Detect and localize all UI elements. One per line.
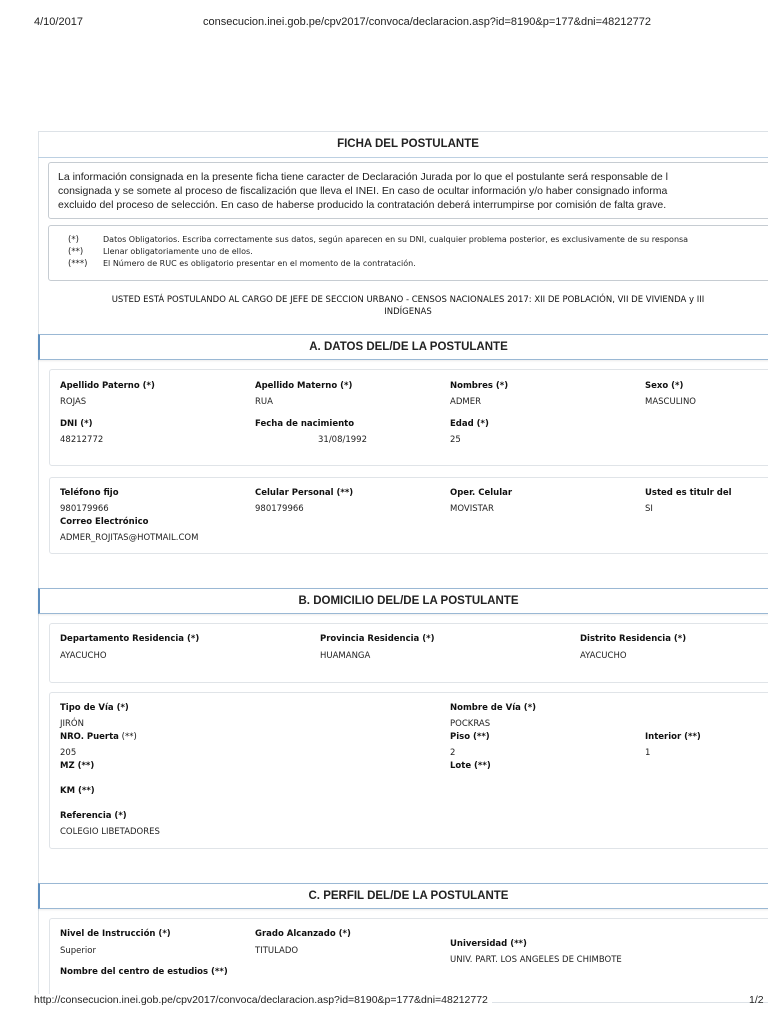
sexo-label: Sexo (*)	[645, 381, 684, 391]
departamento-value: AYACUCHO	[60, 651, 107, 661]
nro-puerta-label	[60, 732, 137, 742]
note-mark-3: (***)	[68, 259, 88, 269]
nro-puerta-label-suffix: (**)	[118, 732, 137, 742]
apellido-paterno-label: Apellido Paterno (*)	[60, 381, 155, 391]
titular-value: SI	[645, 504, 653, 514]
edad-label: Edad (*)	[450, 419, 489, 429]
cargo-line-1: USTED ESTÁ POSTULANDO AL CARGO DE JEFE DE SECCION URBANO - CENSOS NACIONALES 2017: XII DE POBLACIÓN, VII DE VIVIENDA y III	[111, 295, 705, 305]
lote-label: Lote (**)	[450, 761, 491, 771]
telefono-label: Teléfono fijo	[60, 488, 119, 498]
declaration-line-3: excluido del proceso de selección. En caso de haberse producido la contratación deberá interrumpirse por comisión de falta grave.	[58, 199, 667, 211]
print-date: 4/10/2017	[34, 16, 83, 28]
celular-label: Celular Personal (**)	[255, 488, 354, 498]
nombre-via-label: Nombre de Vía (*)	[450, 703, 537, 713]
dni-value: 48212772	[60, 435, 104, 445]
correo-label: Correo Electrónico	[60, 517, 149, 527]
telefono-value: 980179966	[60, 504, 109, 514]
interior-label: Interior (**)	[645, 732, 701, 742]
note-mark-2: (**)	[68, 247, 84, 257]
note-text-3: El Número de RUC es obligatorio presentar en el momento de la contratación.	[103, 259, 416, 268]
provincia-value: HUAMANGA	[320, 651, 371, 661]
tipo-via-label: Tipo de Vía (*)	[60, 703, 129, 713]
km-label: KM (**)	[60, 786, 95, 796]
section-a-title: A. DATOS DEL/DE LA POSTULANTE	[38, 334, 768, 360]
interior-value: 1	[645, 748, 651, 758]
departamento-label: Departamento Residencia (*)	[60, 634, 200, 644]
declaration-line-1: La información consignada en la presente ficha tiene caracter de Declaración Jurada por lo que el postulante será responsable de l	[58, 171, 668, 183]
oper-celular-value: MOVISTAR	[450, 504, 494, 514]
apellido-paterno-value: ROJAS	[60, 397, 87, 407]
sexo-value: MASCULINO	[645, 397, 696, 407]
oper-celular-label: Oper. Celular	[450, 488, 513, 498]
piso-label: Piso (**)	[450, 732, 490, 742]
nombre-via-value: POCKRAS	[450, 719, 491, 729]
nombres-label: Nombres (*)	[450, 381, 509, 391]
fecha-nacimiento-label: Fecha de nacimiento	[255, 419, 355, 429]
correo-value: ADMER_ROJITAS@HOTMAIL.COM	[60, 533, 199, 543]
nivel-instruccion-value: Superior	[60, 946, 96, 956]
centro-estudios-label: Nombre del centro de estudios (**)	[60, 967, 228, 977]
section-b-title: B. DOMICILIO DEL/DE LA POSTULANTE	[38, 588, 768, 614]
note-text-2: Llenar obligatoriamente uno de ellos.	[103, 247, 253, 256]
nivel-instruccion-label: Nivel de Instrucción (*)	[60, 929, 171, 939]
grado-alcanzado-value: TITULADO	[255, 946, 299, 956]
mz-label: MZ (**)	[60, 761, 95, 771]
distrito-value: AYACUCHO	[580, 651, 627, 661]
nombres-value: ADMER	[450, 397, 481, 407]
section-b-card-1	[49, 623, 768, 683]
nro-puerta-value: 205	[60, 748, 77, 758]
declaration-line-2: consignada y se somete al proceso de fiscalización que lleva el INEI. En caso de ocultar información y/o haber consignado informa	[58, 185, 668, 197]
tipo-via-value: JIRÓN	[60, 719, 84, 729]
section-b-card-2	[49, 692, 768, 849]
titular-label: Usted es titulr del	[645, 488, 732, 498]
edad-value: 25	[450, 435, 461, 445]
nro-puerta-label-text: NRO. Puerta	[60, 732, 119, 742]
section-c-title: C. PERFIL DEL/DE LA POSTULANTE	[38, 883, 768, 909]
grado-alcanzado-label: Grado Alcanzado (*)	[255, 929, 351, 939]
note-mark-1: (*)	[68, 235, 79, 245]
referencia-label: Referencia (*)	[60, 811, 127, 821]
referencia-value: COLEGIO LIBETADORES	[60, 827, 160, 837]
piso-value: 2	[450, 748, 456, 758]
provincia-label: Provincia Residencia (*)	[320, 634, 435, 644]
universidad-label: Universidad (**)	[450, 939, 527, 949]
print-url: consecucion.inei.gob.pe/cpv2017/convoca/declaracion.asp?id=8190&p=177&dni=48212772	[203, 16, 651, 28]
cargo-line-2: INDÍGENAS	[384, 307, 432, 317]
universidad-value: UNIV. PART. LOS ANGELES DE CHIMBOTE	[450, 955, 622, 965]
fecha-nacimiento-value: 31/08/1992	[318, 435, 367, 445]
ficha-title: FICHA DEL POSTULANTE	[38, 131, 768, 158]
footer-url: http://consecucion.inei.gob.pe/cpv2017/convoca/declaracion.asp?id=8190&p=177&dni=48212772	[34, 994, 492, 1006]
apellido-materno-value: RUA	[255, 397, 273, 407]
celular-value: 980179966	[255, 504, 304, 514]
note-text-1: Datos Obligatorios. Escriba correctamente sus datos, según aparecen en su DNI, cualquier problema posterior, es exclusivamente de su responsa	[103, 235, 689, 244]
dni-label: DNI (*)	[60, 419, 93, 429]
footer-page-number: 1/2	[749, 994, 764, 1006]
apellido-materno-label: Apellido Materno (*)	[255, 381, 353, 391]
distrito-label: Distrito Residencia (*)	[580, 634, 687, 644]
